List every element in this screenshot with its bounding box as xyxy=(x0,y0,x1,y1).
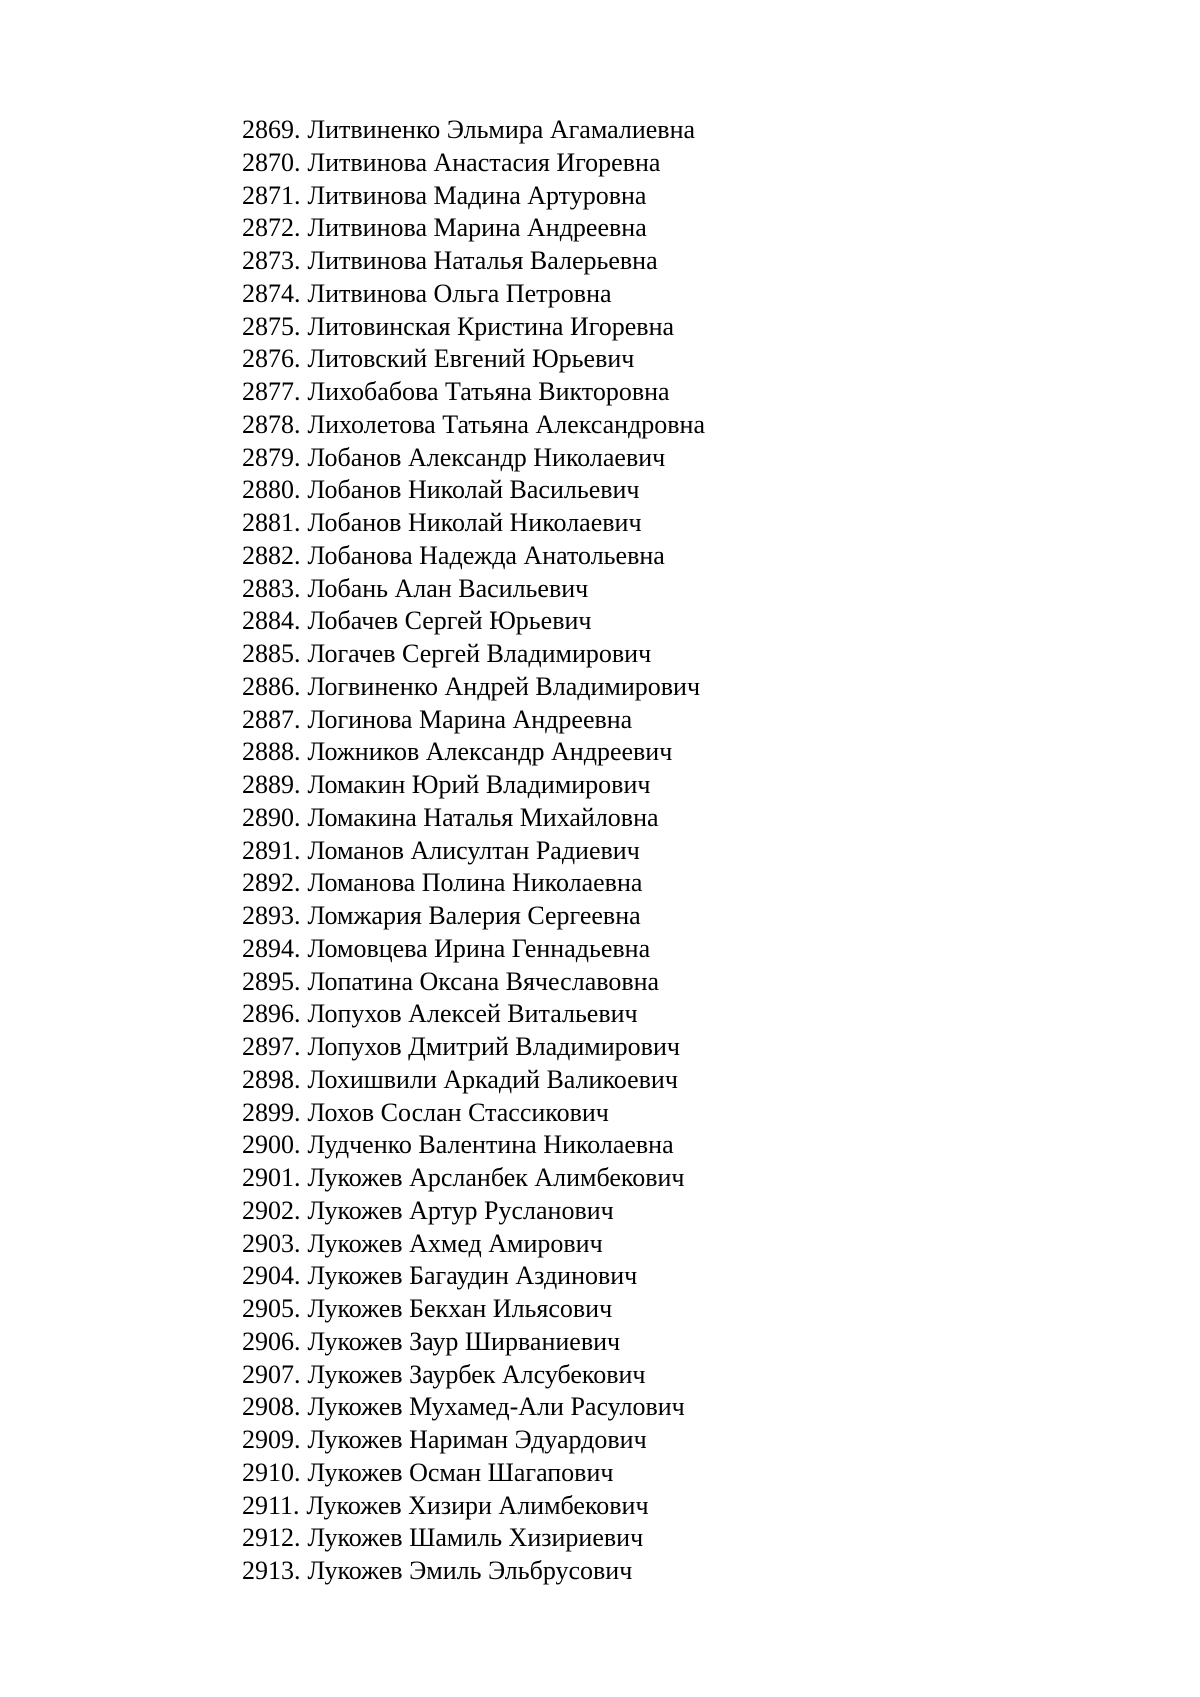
entry-number: 2904. xyxy=(242,1261,301,1291)
entry-number: 2885. xyxy=(242,639,301,668)
entry-name: Логвиненко Андрей Владимирович xyxy=(307,671,701,701)
list-item xyxy=(242,671,705,704)
list-item xyxy=(242,933,705,966)
entry-number: 2872. xyxy=(242,213,301,243)
list-item xyxy=(242,507,705,540)
list-item xyxy=(242,1424,705,1457)
entry-number: 2900. xyxy=(242,1130,301,1160)
entry-name: Лопухов Алексей Витальевич xyxy=(307,999,638,1029)
entry-number: 2912. xyxy=(242,1523,301,1553)
entry-number: 2887. xyxy=(242,704,301,734)
list-item xyxy=(242,1195,705,1228)
list-item xyxy=(242,442,705,475)
entry-name: Ломовцева Ирина Геннадьевна xyxy=(307,933,651,963)
entry-name: Ломакин Юрий Владимирович xyxy=(307,770,651,799)
list-item xyxy=(242,998,705,1031)
entry-name: Лопухов Дмитрий Владимирович xyxy=(307,1032,680,1061)
list-item xyxy=(242,1490,705,1523)
entry-number: 2896. xyxy=(242,999,301,1029)
entry-name: Лукожев Мухамед-Али Расулович xyxy=(307,1392,685,1422)
entry-name: Лобанова Надежда Анатольевна xyxy=(307,540,665,570)
entry-name: Логачев Сергей Владимирович xyxy=(307,639,652,668)
entry-number: 2869. xyxy=(242,115,301,144)
entry-name: Лукожев Осман Шагапович xyxy=(307,1457,614,1487)
entry-name: Литвинова Марина Андреевна xyxy=(307,213,647,243)
entry-number: 2883. xyxy=(242,573,301,603)
entry-number: 2908. xyxy=(242,1392,301,1422)
entry-name: Ломжария Валерия Сергеевна xyxy=(307,901,641,930)
list-item xyxy=(242,1064,705,1097)
entry-number: 2888. xyxy=(242,737,301,767)
list-item xyxy=(242,180,705,213)
list-item xyxy=(242,704,705,737)
entry-name: Лукожев Хизири Алимбекович xyxy=(306,1490,649,1520)
entry-number: 2909. xyxy=(242,1425,301,1454)
list-item xyxy=(242,1260,705,1293)
entry-name: Лобанов Александр Николаевич xyxy=(307,442,666,472)
list-item xyxy=(242,1162,705,1195)
list-item xyxy=(242,802,705,835)
entry-name: Лукожев Бекхан Ильясович xyxy=(307,1294,613,1323)
entry-name: Логинова Марина Андреевна xyxy=(307,704,633,734)
entry-number: 2878. xyxy=(242,409,301,439)
entry-number: 2882. xyxy=(242,540,301,570)
list-item xyxy=(242,540,705,573)
list-item xyxy=(242,212,705,245)
list-item xyxy=(242,966,705,999)
entry-number: 2911. xyxy=(242,1490,300,1520)
entry-name: Лудченко Валентина Николаевна xyxy=(307,1130,674,1160)
entry-name: Ломанов Алисултан Радиевич xyxy=(307,835,640,865)
entry-number: 2889. xyxy=(242,770,301,799)
list-item xyxy=(242,147,705,180)
list-item xyxy=(242,1522,705,1555)
entry-name: Лопатина Оксана Вячеславовна xyxy=(307,966,660,996)
entry-name: Литвинова Наталья Валерьевна xyxy=(307,246,658,275)
list-item xyxy=(242,1359,705,1392)
entry-number: 2898. xyxy=(242,1064,301,1094)
entry-name: Лукожев Эмиль Эльбрусович xyxy=(307,1556,633,1585)
entry-name: Лихобабова Татьяна Викторовна xyxy=(307,377,670,406)
entry-number: 2870. xyxy=(242,147,301,177)
entry-number: 2893. xyxy=(242,901,301,930)
entry-name: Лукожев Нариман Эдуардович xyxy=(307,1425,647,1454)
list-item xyxy=(242,573,705,606)
list-item xyxy=(242,1097,705,1130)
list-item xyxy=(242,311,705,344)
entry-number: 2877. xyxy=(242,377,301,406)
entry-name: Лобанов Николай Васильевич xyxy=(307,475,640,505)
list-item xyxy=(242,343,705,376)
entry-name: Лохишвили Аркадий Валикоевич xyxy=(307,1064,678,1094)
entry-number: 2910. xyxy=(242,1457,301,1487)
entry-number: 2901. xyxy=(242,1163,301,1192)
list-item xyxy=(242,867,705,900)
entry-name: Лукожев Шамиль Хизириевич xyxy=(307,1523,644,1553)
entry-number: 2876. xyxy=(242,344,301,374)
entry-number: 2906. xyxy=(242,1326,301,1356)
entry-name: Лукожев Ахмед Амирович xyxy=(307,1228,603,1258)
entry-name: Лобанов Николай Николаевич xyxy=(307,508,642,537)
entry-number: 2891. xyxy=(242,835,301,865)
entry-name: Литовинская Кристина Игоревна xyxy=(307,311,675,341)
list-item xyxy=(242,1293,705,1326)
entry-number: 2871. xyxy=(242,180,301,210)
list-item xyxy=(242,474,705,507)
entry-number: 2886. xyxy=(242,671,301,701)
list-item xyxy=(242,1391,705,1424)
entry-name: Литовский Евгений Юрьевич xyxy=(307,344,635,374)
entry-name: Лохов Сослан Стассикович xyxy=(307,1097,609,1127)
list-item xyxy=(242,835,705,868)
entry-name: Лобачев Сергей Юрьевич xyxy=(307,606,592,636)
list-item xyxy=(242,409,705,442)
entry-number: 2899. xyxy=(242,1097,301,1127)
entry-name: Литвинова Ольга Петровна xyxy=(307,278,612,308)
entry-number: 2892. xyxy=(242,868,301,898)
entry-number: 2881. xyxy=(242,508,301,537)
entry-number: 2902. xyxy=(242,1195,301,1225)
list-item xyxy=(242,1555,705,1588)
entry-name: Ломанова Полина Николаевна xyxy=(307,868,643,898)
list-item xyxy=(242,1228,705,1261)
entry-number: 2913. xyxy=(242,1556,301,1585)
name-list xyxy=(242,114,705,1588)
entry-number: 2880. xyxy=(242,475,301,505)
list-item xyxy=(242,736,705,769)
entry-name: Ломакина Наталья Михайловна xyxy=(307,802,659,832)
entry-number: 2873. xyxy=(242,246,301,275)
entry-name: Литвиненко Эльмира Агамалиевна xyxy=(307,115,696,144)
list-item xyxy=(242,1326,705,1359)
list-item xyxy=(242,114,705,147)
entry-name: Лихолетова Татьяна Александровна xyxy=(307,409,706,439)
list-item xyxy=(242,278,705,311)
entry-number: 2895. xyxy=(242,966,301,996)
entry-number: 2905. xyxy=(242,1294,301,1323)
entry-number: 2879. xyxy=(242,442,301,472)
entry-name: Лукожев Багаудин Аздинович xyxy=(307,1261,638,1291)
entry-name: Лукожев Артур Русланович xyxy=(307,1195,614,1225)
entry-number: 2903. xyxy=(242,1228,301,1258)
list-item xyxy=(242,900,705,933)
entry-number: 2907. xyxy=(242,1359,301,1389)
entry-name: Лукожев Заур Ширваниевич xyxy=(307,1326,621,1356)
entry-name: Ложников Александр Андреевич xyxy=(307,737,673,767)
list-item xyxy=(242,245,705,278)
entry-number: 2875. xyxy=(242,311,301,341)
list-item xyxy=(242,1031,705,1064)
list-item xyxy=(242,376,705,409)
entry-number: 2874. xyxy=(242,278,301,308)
list-item xyxy=(242,769,705,802)
entry-name: Литвинова Мадина Артуровна xyxy=(307,180,647,210)
entry-name: Лукожев Арсланбек Алимбекович xyxy=(307,1163,685,1192)
list-item xyxy=(242,605,705,638)
list-item xyxy=(242,638,705,671)
entry-name: Литвинова Анастасия Игоревна xyxy=(307,147,661,177)
entry-name: Лобань Алан Васильевич xyxy=(307,573,589,603)
list-item xyxy=(242,1129,705,1162)
entry-number: 2894. xyxy=(242,933,301,963)
list-item xyxy=(242,1457,705,1490)
entry-number: 2884. xyxy=(242,606,301,636)
entry-name: Лукожев Заурбек Алсубекович xyxy=(307,1359,646,1389)
entry-number: 2890. xyxy=(242,802,301,832)
entry-number: 2897. xyxy=(242,1032,301,1061)
